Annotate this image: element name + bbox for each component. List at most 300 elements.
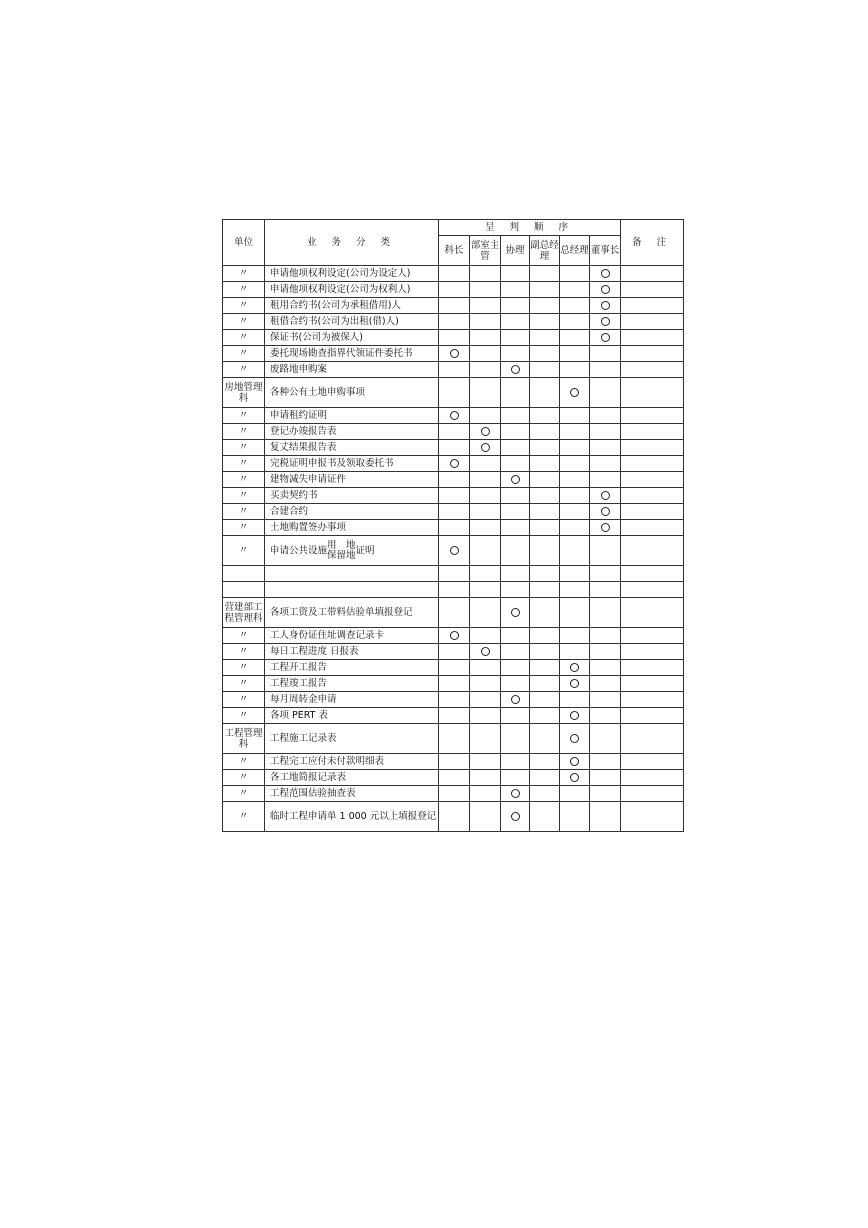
approval-cell — [470, 488, 501, 504]
approval-circle-icon — [511, 475, 520, 484]
approval-cell — [501, 708, 530, 724]
approval-cell — [590, 676, 621, 692]
remark-cell — [621, 408, 684, 424]
remark-cell — [621, 440, 684, 456]
business-cell: 临时工程申请单 1 000 元以上填报登记 — [265, 802, 439, 832]
approval-cell — [470, 282, 501, 298]
approval-cell — [501, 536, 530, 566]
approval-cell — [439, 298, 470, 314]
table-row — [223, 520, 684, 536]
approval-cell — [439, 566, 470, 582]
approval-cell — [590, 346, 621, 362]
approval-circle-icon — [601, 507, 610, 516]
approval-circle-icon — [570, 388, 579, 397]
remark-cell — [621, 472, 684, 488]
approval-cell — [590, 408, 621, 424]
remark-cell — [621, 644, 684, 660]
approval-circle-icon — [511, 789, 520, 798]
business-cell: 完税证明申报书及领取委托书 — [265, 456, 439, 472]
approval-cell — [501, 298, 530, 314]
approval-cell — [590, 724, 621, 754]
table-body — [223, 266, 684, 832]
approval-cell — [439, 754, 470, 770]
approval-cell — [530, 440, 560, 456]
approval-cell — [470, 644, 501, 660]
unit-cell: 〃 — [223, 692, 265, 708]
approval-cell — [501, 346, 530, 362]
unit-cell: 〃 — [223, 346, 265, 362]
approval-cell — [560, 408, 590, 424]
approval-cell — [560, 282, 590, 298]
approval-cell — [530, 378, 560, 408]
approval-cell — [560, 424, 590, 440]
remark-cell — [621, 770, 684, 786]
approval-circle-icon — [601, 317, 610, 326]
approval-cell — [560, 472, 590, 488]
approval-cell — [560, 536, 590, 566]
business-cell: 保证书(公司为被保人) — [265, 330, 439, 346]
approval-cell — [501, 692, 530, 708]
approval-circle-icon — [481, 427, 490, 436]
approval-cell — [590, 628, 621, 644]
approval-cell — [560, 754, 590, 770]
approval-cell — [590, 644, 621, 660]
business-cell: 工程完工应付未付款明细表 — [265, 754, 439, 770]
approval-cell — [470, 456, 501, 472]
approval-cell — [530, 536, 560, 566]
unit-cell: 〃 — [223, 488, 265, 504]
business-cell: 废路地申购案 — [265, 362, 439, 378]
unit-cell: 〃 — [223, 676, 265, 692]
table-row — [223, 660, 684, 676]
approval-cell — [470, 598, 501, 628]
approval-cell — [439, 314, 470, 330]
remark-cell — [621, 520, 684, 536]
approval-circle-icon — [450, 459, 459, 468]
approval-cell — [470, 628, 501, 644]
approval-circle-icon — [511, 695, 520, 704]
approval-cell — [560, 330, 590, 346]
approval-cell — [560, 708, 590, 724]
approval-cell — [470, 582, 501, 598]
table-row — [223, 802, 684, 832]
approval-cell — [439, 362, 470, 378]
table-row — [223, 408, 684, 424]
approval-cell — [470, 298, 501, 314]
approval-cell — [439, 424, 470, 440]
approval-cell — [530, 724, 560, 754]
approval-cell — [470, 692, 501, 708]
approval-cell — [530, 644, 560, 660]
remark-cell — [621, 362, 684, 378]
approval-cell — [501, 520, 530, 536]
remark-cell — [621, 566, 684, 582]
approval-cell — [470, 536, 501, 566]
approval-cell — [501, 628, 530, 644]
approval-cell — [530, 566, 560, 582]
approval-cell — [530, 802, 560, 832]
unit-cell: 〃 — [223, 520, 265, 536]
approval-cell — [470, 378, 501, 408]
approval-cell — [439, 786, 470, 802]
approval-cell — [530, 266, 560, 282]
table-row — [223, 362, 684, 378]
approval-cell — [501, 644, 530, 660]
table-row — [223, 472, 684, 488]
unit-cell: 〃 — [223, 440, 265, 456]
approval-cell — [530, 362, 560, 378]
unit-cell: 〃 — [223, 708, 265, 724]
approval-cell — [560, 802, 590, 832]
approval-cell — [560, 362, 590, 378]
table-row — [223, 298, 684, 314]
approval-cell — [590, 298, 621, 314]
approval-cell — [470, 472, 501, 488]
approval-cell — [530, 408, 560, 424]
business-cell: 申请他项权利设定(公司为设定人) — [265, 266, 439, 282]
approval-cell — [590, 456, 621, 472]
approval-cell — [501, 582, 530, 598]
table-row — [223, 770, 684, 786]
approval-cell — [439, 330, 470, 346]
unit-cell: 〃 — [223, 282, 265, 298]
approval-cell — [470, 754, 501, 770]
approval-cell — [590, 282, 621, 298]
approval-cell — [530, 330, 560, 346]
business-cell: 买卖契约书 — [265, 488, 439, 504]
approval-circle-icon — [601, 269, 610, 278]
approval-cell — [470, 266, 501, 282]
remark-cell — [621, 282, 684, 298]
approval-circle-icon — [570, 663, 579, 672]
role-header-chairman: 董事长 — [590, 236, 621, 266]
table-row — [223, 754, 684, 770]
approval-cell — [439, 488, 470, 504]
role-header-dept-head: 部室主管 — [470, 236, 501, 266]
table-row — [223, 566, 684, 582]
approval-cell — [439, 660, 470, 676]
remark-cell — [621, 802, 684, 832]
approval-circle-icon — [601, 523, 610, 532]
approval-cell — [501, 488, 530, 504]
approval-cell — [530, 754, 560, 770]
approval-cell — [530, 770, 560, 786]
approval-circle-icon — [450, 631, 459, 640]
business-cell: 各工地简报记录表 — [265, 770, 439, 786]
approval-cell — [470, 676, 501, 692]
business-cell: 申请他项权利设定(公司为权利人) — [265, 282, 439, 298]
approval-cell — [560, 566, 590, 582]
approval-order-header: 呈 判 顺 序 — [439, 220, 621, 236]
business-header: 业 务 分 类 — [265, 220, 439, 266]
approval-cell — [501, 770, 530, 786]
approval-cell — [439, 628, 470, 644]
business-cell: 工程施工记录表 — [265, 724, 439, 754]
role-header-assistant-manager: 协理 — [501, 236, 530, 266]
remark-cell — [621, 724, 684, 754]
approval-cell — [470, 314, 501, 330]
approval-cell — [439, 708, 470, 724]
role-header-section-chief: 科长 — [439, 236, 470, 266]
approval-cell — [560, 724, 590, 754]
approval-cell — [590, 504, 621, 520]
table-row — [223, 786, 684, 802]
approval-cell — [439, 346, 470, 362]
approval-cell — [590, 472, 621, 488]
approval-cell — [590, 786, 621, 802]
approval-cell — [470, 520, 501, 536]
approval-cell — [560, 298, 590, 314]
approval-cell — [439, 582, 470, 598]
approval-cell — [439, 504, 470, 520]
approval-cell — [530, 298, 560, 314]
remark-header: 备 注 — [621, 220, 684, 266]
table-row — [223, 346, 684, 362]
business-cell: 建物减失申请证件 — [265, 472, 439, 488]
approval-cell — [470, 330, 501, 346]
approval-cell — [590, 536, 621, 566]
unit-cell: 〃 — [223, 362, 265, 378]
business-cell: 每日工程进度 日报表 — [265, 644, 439, 660]
approval-cell — [439, 770, 470, 786]
approval-cell — [590, 424, 621, 440]
remark-cell — [621, 456, 684, 472]
business-cell: 租用合约书(公司为承租借用)人 — [265, 298, 439, 314]
approval-cell — [439, 598, 470, 628]
remark-cell — [621, 708, 684, 724]
approval-cell — [590, 660, 621, 676]
role-header-deputy-gm: 副总经理 — [530, 236, 560, 266]
business-cell: 复丈结果报告表 — [265, 440, 439, 456]
approval-cell — [530, 676, 560, 692]
business-cell: 合建合约 — [265, 504, 439, 520]
approval-cell — [590, 362, 621, 378]
approval-cell — [560, 266, 590, 282]
business-subtext-bottom: 保留地 — [327, 549, 356, 561]
table-row — [223, 708, 684, 724]
approval-cell — [530, 628, 560, 644]
approval-cell — [439, 536, 470, 566]
approval-cell — [560, 504, 590, 520]
table-row — [223, 536, 684, 566]
approval-cell — [530, 598, 560, 628]
unit-cell: 房地管理科 — [223, 378, 265, 408]
approval-cell — [590, 692, 621, 708]
remark-cell — [621, 692, 684, 708]
approval-cell — [439, 724, 470, 754]
business-subtext-top: 用 地 — [327, 539, 356, 551]
unit-cell: 〃 — [223, 408, 265, 424]
approval-cell — [590, 520, 621, 536]
approval-circle-icon — [481, 647, 490, 656]
approval-circle-icon — [570, 711, 579, 720]
remark-cell — [621, 488, 684, 504]
approval-cell — [560, 692, 590, 708]
table-row — [223, 676, 684, 692]
approval-cell — [560, 346, 590, 362]
table-row — [223, 692, 684, 708]
table-row — [223, 724, 684, 754]
approval-circle-icon — [601, 301, 610, 310]
approval-cell — [470, 346, 501, 362]
unit-cell: 〃 — [223, 644, 265, 660]
approval-cell — [501, 660, 530, 676]
unit-cell: 〃 — [223, 266, 265, 282]
approval-cell — [501, 266, 530, 282]
approval-cell — [501, 440, 530, 456]
business-cell: 登记办竣报告表 — [265, 424, 439, 440]
approval-cell — [560, 378, 590, 408]
approval-cell — [590, 708, 621, 724]
approval-cell — [501, 424, 530, 440]
approval-cell — [530, 504, 560, 520]
approval-cell — [560, 660, 590, 676]
business-cell: 土地购置签办事项 — [265, 520, 439, 536]
table-row — [223, 504, 684, 520]
approval-cell — [470, 770, 501, 786]
unit-cell — [223, 582, 265, 598]
approval-cell — [470, 708, 501, 724]
approval-cell — [590, 582, 621, 598]
approval-cell — [560, 786, 590, 802]
business-cell: 租借合约书(公司为出租(借)人) — [265, 314, 439, 330]
business-cell — [265, 536, 439, 566]
approval-circle-icon — [570, 679, 579, 688]
unit-cell: 〃 — [223, 504, 265, 520]
remark-cell — [621, 754, 684, 770]
approval-circle-icon — [570, 773, 579, 782]
approval-sequence-table — [222, 219, 684, 832]
approval-cell — [501, 362, 530, 378]
approval-cell — [560, 644, 590, 660]
remark-cell — [621, 628, 684, 644]
remark-cell — [621, 330, 684, 346]
business-text: 申请公共设施 — [270, 545, 328, 556]
unit-cell: 〃 — [223, 536, 265, 566]
approval-cell — [439, 520, 470, 536]
table-row — [223, 440, 684, 456]
approval-cell — [590, 566, 621, 582]
approval-cell — [530, 472, 560, 488]
remark-cell — [621, 582, 684, 598]
approval-cell — [530, 520, 560, 536]
unit-cell: 工程管理科 — [223, 724, 265, 754]
approval-cell — [470, 408, 501, 424]
approval-cell — [470, 786, 501, 802]
approval-cell — [590, 378, 621, 408]
approval-cell — [560, 520, 590, 536]
table-row — [223, 628, 684, 644]
unit-cell: 〃 — [223, 770, 265, 786]
approval-cell — [501, 802, 530, 832]
approval-cell — [530, 660, 560, 676]
remark-cell — [621, 676, 684, 692]
business-cell: 各项工资及工带料估验单填报登记 — [265, 598, 439, 628]
approval-circle-icon — [450, 546, 459, 555]
table-row — [223, 282, 684, 298]
approval-cell — [590, 802, 621, 832]
unit-cell: 〃 — [223, 786, 265, 802]
remark-cell — [621, 660, 684, 676]
approval-cell — [590, 598, 621, 628]
approval-circle-icon — [450, 349, 459, 358]
table-row — [223, 644, 684, 660]
approval-cell — [530, 708, 560, 724]
approval-cell — [590, 314, 621, 330]
approval-cell — [470, 362, 501, 378]
remark-cell — [621, 266, 684, 282]
approval-cell — [501, 282, 530, 298]
approval-cell — [470, 566, 501, 582]
approval-cell — [439, 644, 470, 660]
business-cell — [265, 566, 439, 582]
table-row — [223, 378, 684, 408]
approval-cell — [501, 504, 530, 520]
approval-cell — [530, 456, 560, 472]
approval-cell — [560, 314, 590, 330]
approval-cell — [439, 802, 470, 832]
approval-circle-icon — [601, 333, 610, 342]
unit-cell: 〃 — [223, 298, 265, 314]
approval-cell — [439, 676, 470, 692]
approval-cell — [439, 408, 470, 424]
approval-circle-icon — [601, 285, 610, 294]
approval-cell — [501, 314, 530, 330]
unit-cell: 〃 — [223, 660, 265, 676]
unit-cell — [223, 566, 265, 582]
approval-cell — [470, 440, 501, 456]
unit-cell: 营建部工程管理科 — [223, 598, 265, 628]
remark-cell — [621, 298, 684, 314]
remark-cell — [621, 314, 684, 330]
approval-cell — [560, 440, 590, 456]
approval-cell — [439, 692, 470, 708]
approval-cell — [590, 488, 621, 504]
business-cell: 工程范围估验抽查表 — [265, 786, 439, 802]
business-text-suffix: 证明 — [355, 545, 375, 556]
business-cell: 工程开工报告 — [265, 660, 439, 676]
approval-cell — [501, 598, 530, 628]
approval-circle-icon — [570, 734, 579, 743]
approval-cell — [560, 488, 590, 504]
approval-cell — [560, 676, 590, 692]
approval-cell — [501, 408, 530, 424]
table-row — [223, 598, 684, 628]
approval-cell — [501, 724, 530, 754]
approval-cell — [590, 330, 621, 346]
unit-cell: 〃 — [223, 456, 265, 472]
approval-cell — [560, 628, 590, 644]
approval-cell — [501, 472, 530, 488]
approval-cell — [470, 660, 501, 676]
remark-cell — [621, 424, 684, 440]
table-row — [223, 582, 684, 598]
approval-cell — [439, 440, 470, 456]
unit-cell: 〃 — [223, 472, 265, 488]
remark-cell — [621, 598, 684, 628]
approval-cell — [501, 754, 530, 770]
approval-cell — [590, 770, 621, 786]
approval-cell — [470, 424, 501, 440]
table-row — [223, 330, 684, 346]
approval-cell — [530, 786, 560, 802]
approval-circle-icon — [511, 812, 520, 821]
approval-cell — [530, 582, 560, 598]
business-cell: 申请租约证明 — [265, 408, 439, 424]
table-row — [223, 314, 684, 330]
remark-cell — [621, 504, 684, 520]
approval-cell — [439, 472, 470, 488]
